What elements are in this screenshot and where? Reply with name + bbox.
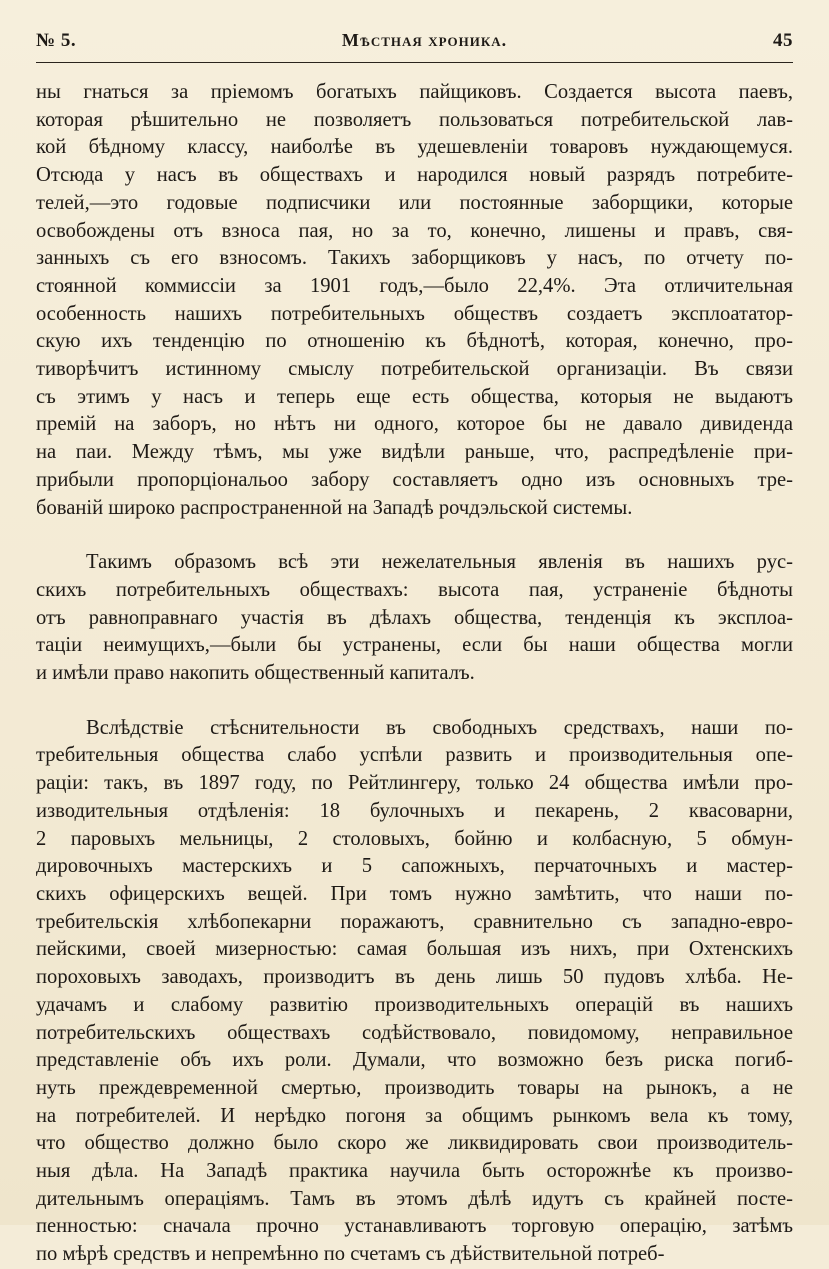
text-line: представленіе объ ихъ роли. Думали, что возможно безъ риска погиб-	[36, 1049, 793, 1072]
text-line: 2 паровыхъ мельницы, 2 столовыхъ, бойню и колбасную, 5 обмун-	[36, 827, 793, 850]
text-line: требительскія хлѣбопекарни поражаютъ, сравнительно съ западно-евро-	[36, 910, 793, 933]
text-line: освобождены отъ взноса пая, но за то, конечно, лишены и правъ, свя-	[36, 219, 793, 242]
paragraph	[36, 79, 793, 522]
text-line: таціи неимущихъ,—были бы устранены, если бы наши общества могли	[36, 634, 793, 657]
text-line: бованій широко распространенной на Западѣ рочдэльской системы.	[36, 496, 633, 519]
text-line: ны гнаться за пріемомъ богатыхъ пайщиковъ. Создается высота паевъ,	[36, 81, 793, 103]
text-line: тиворѣчитъ истинному смыслу потребительской организаціи. Въ связи	[36, 358, 793, 381]
text-line: премій на заборъ, но нѣтъ ни одного, которое бы не давало дивиденда	[36, 413, 793, 436]
running-header	[36, 30, 793, 54]
text-line: пейскими, своей мизерностью: самая большая изъ нихъ, при Охтенскихъ	[36, 938, 793, 961]
text-line: дительнымъ операціямъ. Тамъ въ этомъ дѣлѣ идутъ съ крайней посте-	[36, 1187, 793, 1210]
paragraph	[36, 549, 793, 688]
text-line: скую ихъ тенденцію по отношенію къ бѣднотѣ, которая, конечно, про-	[36, 330, 793, 353]
text-line: прибыли пропорціональоо забору составляетъ одно изъ основныхъ тре-	[36, 468, 793, 491]
text-line: которая рѣшительно не позволяетъ пользоваться потребительской лав-	[36, 108, 793, 131]
text-line: по мѣрѣ средствъ и непремѣнно по счетамъ съ дѣйствительной потреб-	[36, 1243, 665, 1266]
text-line: стоянной коммиссіи за 1901 годъ,—было 22,4%. Эта отличительная	[36, 274, 793, 297]
section-title: Мѣстная хроника.	[341, 30, 508, 50]
text-line: скихъ офицерскихъ вещей. При томъ нужно замѣтить, что наши по-	[36, 882, 793, 905]
text-line: нуть преждевременной смертью, производить товары на рынокъ, а не	[36, 1076, 793, 1099]
page-number: 45	[773, 30, 793, 51]
text-line: кой бѣдному классу, наиболѣе въ удешевленіи товаровъ нуждающемуся.	[36, 136, 793, 159]
text-line: раціи: такъ, въ 1897 году, по Рейтлингеру, только 24 общества имѣли про-	[36, 772, 793, 795]
text-line: занныхъ съ его взносомъ. Такихъ заборщиковъ у насъ, по отчету по-	[36, 247, 793, 270]
text-line: требительныя общества слабо успѣли развить и производительныя опе-	[36, 744, 793, 767]
text-line: на паи. Между тѣмъ, мы уже видѣли раньше, что, распредѣленіе при-	[36, 441, 793, 464]
header-rule	[36, 62, 793, 63]
text-line: на потребителей. И нерѣдко погоня за общимъ рынкомъ вела къ тому,	[36, 1104, 793, 1127]
text-line: отъ равноправнаго участія въ дѣлахъ общества, тенденція къ эксплоа-	[36, 606, 793, 629]
body-text	[36, 79, 793, 1269]
paragraph-gap	[36, 688, 793, 715]
text-line: пороховыхъ заводахъ, производитъ въ день лишь 50 пудовъ хлѣба. Не-	[36, 966, 793, 989]
text-line: особенность нашихъ потребительныхъ обществъ создаетъ эксплоататор-	[36, 302, 793, 325]
text-line: Отсюда у насъ въ обществахъ и народился новый разрядъ потребите-	[36, 164, 793, 187]
paragraph	[36, 715, 793, 1269]
text-line: что общество должно было скоро же ликвидировать свои производитель-	[36, 1132, 793, 1155]
text-line: удачамъ и слабому развитію производительныхъ операцій въ нашихъ	[36, 993, 793, 1016]
text-line: скихъ потребительныхъ обществахъ: высота пая, устраненіе бѣдноты	[36, 578, 793, 601]
issue-number: № 5.	[36, 30, 77, 51]
text-line: Вслѣдствіе стѣснительности въ свободныхъ средствахъ, наши по-	[86, 716, 793, 739]
text-line: Такимъ образомъ всѣ эти нежелательныя явленія въ нашихъ рус-	[86, 551, 793, 574]
text-line: съ этимъ у насъ и теперь еще есть общества, которыя не выдаютъ	[36, 385, 793, 408]
text-line: дировочныхъ мастерскихъ и 5 сапожныхъ, перчаточныхъ и мастер-	[36, 855, 793, 878]
text-line: и имѣли право накопить общественный капиталъ.	[36, 662, 475, 685]
text-line: пенностью: сначала прочно устанавливаютъ торговую операцію, затѣмъ	[36, 1215, 793, 1238]
text-line: ныя дѣла. На Западѣ практика научила быть осторожнѣе къ произво-	[36, 1160, 793, 1183]
text-line: телей,—это годовые подписчики или постоянные заборщики, которые	[36, 191, 793, 214]
paragraph-gap	[36, 522, 793, 549]
text-line: изводительныя отдѣленія: 18 булочныхъ и пекарень, 2 квасоварни,	[36, 799, 793, 822]
text-line: потребительскихъ обществахъ содѣйствовало, повидомому, неправильное	[36, 1021, 793, 1044]
